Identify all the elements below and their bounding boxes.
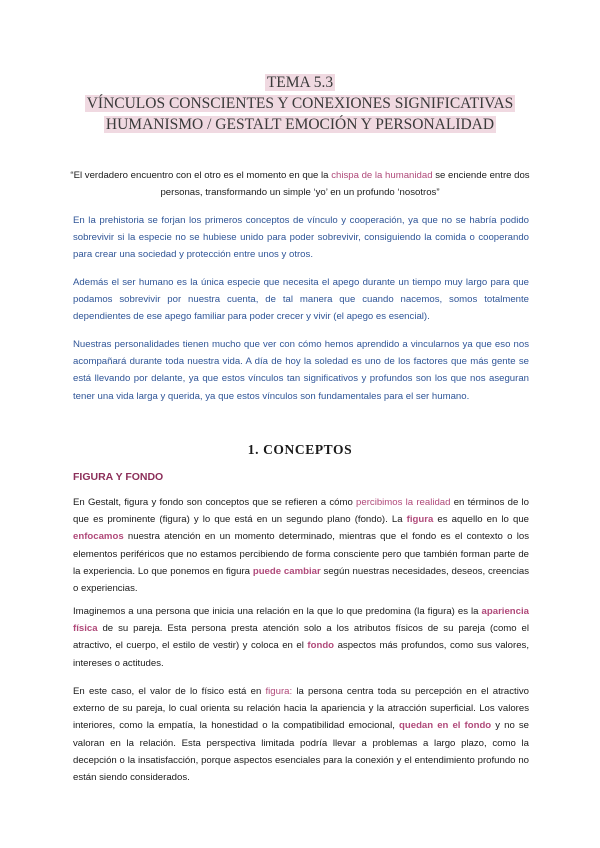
highlight-span: enfocamos	[73, 531, 124, 543]
intro-paragraph-1: En la prehistoria se forjan los primeros conceptos de vínculo y cooperación, ya que no se habría podido sobrevivir si la especie no se hubiese unido para poder sobrevivir, consiguiendo la comida o cooperando para crear una sociedad y protección entre unos y otros.	[73, 215, 529, 261]
epigraph-quote	[70, 167, 530, 201]
text-span: En este caso, el valor de lo físico está en	[73, 686, 266, 697]
document-title	[0, 72, 600, 135]
highlight-span: apariencia física	[73, 606, 529, 635]
title-line-topic: TEMA 5.3	[266, 74, 334, 91]
quote-highlight: chispa de la humanidad	[331, 170, 433, 181]
highlight-span: figura	[406, 514, 434, 526]
body-paragraph-3	[73, 683, 529, 786]
subsection-heading: FIGURA Y FONDO	[73, 471, 164, 483]
text-span: aspectos más profundos, como sus valores, intereses o actitudes.	[73, 640, 529, 669]
text-span: en términos de lo que es prominente (figura) y lo que está en un segundo plano (fondo). La	[73, 497, 529, 526]
text-span: nuestra atención en un momento determinado, mientras que el fondo es el contexto o los elementos periféricos que no estamos percibiendo de forma consciente pero que también forman parte de la experiencia. Lo que ponemos en figura	[73, 531, 529, 577]
text-span: Imaginemos a una persona que inicia una relación en la que lo que predomina (la figura) es la	[73, 606, 482, 617]
body-paragraph-2	[73, 603, 529, 672]
text-span: En Gestalt, figura y fondo son conceptos que se refieren a cómo	[73, 497, 357, 508]
title-line-main: VÍNCULOS CONSCIENTES Y CONEXIONES SIGNIFICATIVAS	[86, 95, 514, 112]
text-span: y no se valoran en la relación. Esta perspectiva limitada podría llevar a problemas a largo plazo, como la decepción o la insatisfacción, porque aspectos esenciales para la conexión y el entendimiento profundo no están siendo considerados.	[73, 720, 529, 784]
text-span: según nuestras necesidades, deseos, creencias o experiencias.	[73, 565, 530, 595]
text-span: de su pareja. Esta persona presta atención solo a los atributos físicos de su pareja (como el atractivo, el cuerpo, el estilo de vestir) y coloca en el	[73, 623, 529, 652]
title-line-sub: HUMANISMO / GESTALT EMOCIÓN Y PERSONALIDAD	[105, 116, 495, 133]
quote-text-start: “El verdadero encuentro con el otro es el momento en que la	[70, 170, 332, 181]
intro-paragraph-3: Nuestras personalidades tienen mucho que ver con cómo hemos aprendido a vincularnos ya que eso nos acompañará durante toda nuestra vida. A día de hoy la soledad es uno de los factores que más gente se está llevando por delante, ya que estos vínculos tan significativos y profundos son los que nos aseguran tener una vida larga y querida, ya que estos vínculos son fundamentales para el ser humano.	[73, 339, 529, 402]
intro-paragraph-2: Además el ser humano es la única especie que necesita el apego durante un tiempo muy largo para que podamos sobrevivir por nuestra cuenta, de tal manera que cuando nacemos, somos totalmente dependientes de ese apego familiar para poder crecer y vivir (el apego es esencial).	[73, 277, 529, 323]
highlight-span: percibimos la realidad	[356, 497, 451, 508]
highlight-span: puede cambiar	[252, 565, 321, 577]
text-span: es aquello en lo que	[433, 514, 529, 526]
body-paragraph-1	[73, 494, 529, 597]
highlight-span: fondo	[307, 640, 335, 652]
section-heading: 1. CONCEPTOS	[247, 442, 353, 457]
quote-text-end: se enciende entre dos personas, transformando un simple ‘yo’ en un profundo ‘nosotros”	[160, 170, 530, 198]
text-span: la persona centra toda su percepción en el atractivo externo de su pareja, lo cual orienta su relación hacia la apariencia y la atracción superficial. Los valores interiores, como la empatía, la honestidad o la compatibilidad emocional,	[73, 686, 529, 732]
highlight-span: quedan en el fondo	[399, 720, 492, 732]
highlight-span: figura:	[265, 686, 293, 697]
